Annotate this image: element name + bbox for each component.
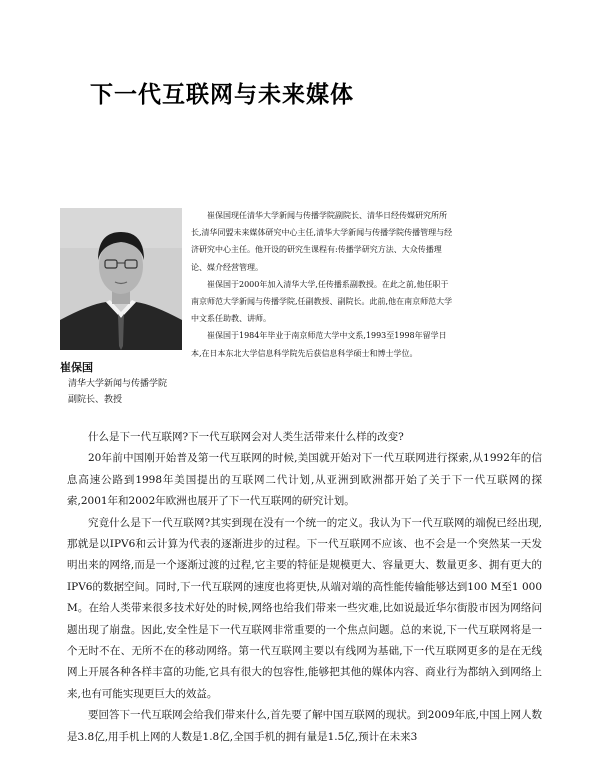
body-paragraph: 究竟什么是下一代互联网?其实到现在没有一个统一的定义。我认为下一代互联网的端倪已经出现,那就是以IPV6和云计算为代表的逐渐进步的过程。下一代互联网不应该、也不会是一个突然某一天发明出来的网络,而是一个逐渐过渡的过程,它主要的特征是规模更大、容量更大、数量更多、拥有更大的IPV6的数据空间。同时,下一代互联网的速度也将更快,从端对端的高性能传输能够达到100 M至1 000 M。在给人类带来很多技术好处的时候,网络也给我们带来一些灾难,比如说最近华尔街股市因为网络问题出现了崩盘。因此,安全性是下一代互联网非常重要的一个焦点问题。总的来说,下一代互联网将是一个无时不在、无所不在的移动网络。第一代互联网主要以有线网为基础,下一代互联网更多的是在无线网上开展各种各样丰富的功能,它具有很大的包容性,能够把其他的媒体内容、商业行为都纳入到网络上来,也有可能实现更巨大的效益。 xyxy=(67,516,542,700)
bio-paragraph: 崔保国于2000年加入清华大学,任传播系副教授。在此之前,他任职于南京师范大学新闻与传播学院,任副教授、副院长。此前,他在南京师范大学中文系任助教、讲师。 xyxy=(191,279,453,324)
author-bio xyxy=(191,207,455,362)
body-paragraph: 要回答下一代互联网会给我们带来什么,首先要了解中国互联网的现状。到2009年底,中国上网人数是3.8亿,用手机上网的人数是1.8亿,全国手机的拥有量是1.5亿,预计在未来3 xyxy=(67,709,542,743)
affiliation-line: 清华大学新闻与传播学院 xyxy=(68,379,168,389)
article-body xyxy=(67,427,542,748)
body-paragraph: 什么是下一代互联网?下一代互联网会对人类生活带来什么样的改变? xyxy=(88,431,404,443)
bio-paragraph: 崔保国现任清华大学新闻与传播学院副院长、清华日经传媒研究所所长,清华同盟未来媒体研究中心主任,清华大学新闻与传播学院传播管理与经济研究中心主任。他开设的研究生课程有:传播学研究方法、大众传播理论、媒介经营管理。 xyxy=(191,211,453,272)
portrait-image xyxy=(60,208,182,350)
bio-paragraph: 崔保国于1984年毕业于南京师范大学中文系,1993至1998年留学日本,在日本东北大学信息科学院先后获信息科学硕士和博士学位。 xyxy=(191,331,447,358)
affiliation-line: 副院长、教授 xyxy=(68,395,123,405)
article-title: 下一代互联网与未来媒体 xyxy=(90,82,354,108)
author-photo xyxy=(60,208,182,350)
author-name: 崔保国 xyxy=(60,361,93,374)
author-affiliation xyxy=(68,376,167,408)
body-paragraph: 20年前中国刚开始普及第一代互联网的时候,美国就开始对下一代互联网进行探索,从1992年的信息高速公路到1998年美国提出的互联网二代计划,从亚洲到欧洲都开始了关于下一代互联网的探索,2001年和2002年欧洲也展开了下一代互联网的研究计划。 xyxy=(67,452,542,508)
